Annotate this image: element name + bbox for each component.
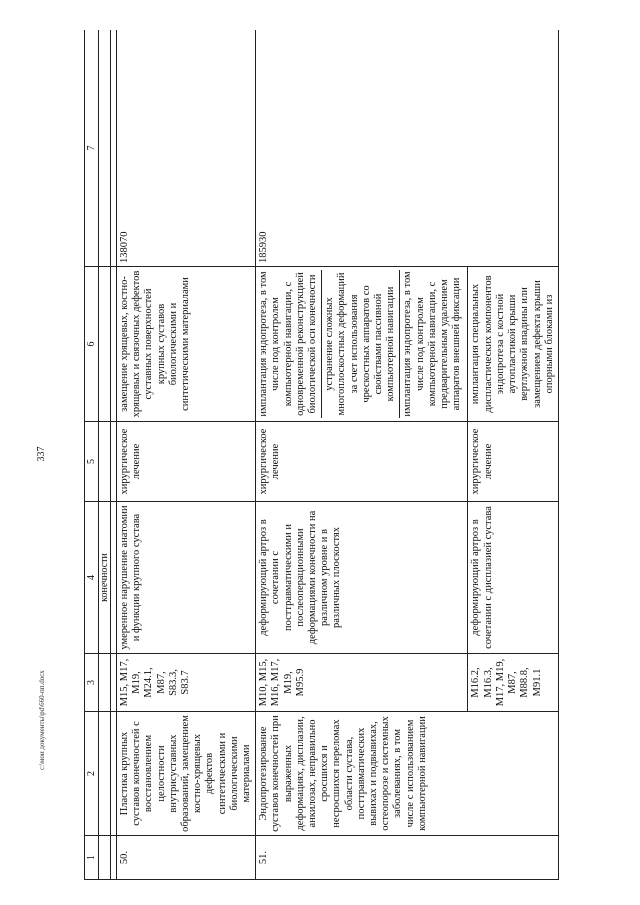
page-number: 337 [36,446,47,462]
diagnosis-codes: M15, M17, M19, M24.1, M87, S83.3, S83.7 [117,654,256,712]
procedures-table [84,30,559,880]
table-row [256,30,468,880]
treatment-method: замещение хрящевых, костно-хрящевых и связочных дефектов суставных поверхностей крупных суставов биологическими и синтетическими материалами [117,267,256,422]
column-number: 5 [85,422,99,502]
treatment-method: имплантация специальных диспластических компонентов эндопротеза с костной аутопластикой крыши вертлужной впадины или замещением дефекта крыши опорными блоками из [468,267,558,422]
column-number: 1 [85,836,99,880]
band-cell [99,30,111,267]
treatment-method: имплантация эндопротеза, в том числе под контролем компьютерной навигации, с одновременной реконструкцией биологической оси конечности [258,270,322,418]
treatment-method: имплантация эндопротеза, в том числе под контролем компьютерной навигации, с предварительным удалением аппаратов внешней фиксации [402,271,463,417]
band-cell [99,654,111,712]
footer-file-path: c:\мои документы\pd\660-пп.docx [38,670,46,770]
diagnosis-codes: M10, M15, M16, M17, M19, M95.9 [256,654,468,712]
diagnosis-codes: M16.2, M16.3, M17, M19, M87, M88.8, M91.1 [468,654,558,712]
column-number: 4 [85,502,99,654]
price-cell: 138070 [117,30,256,267]
patient-model: деформирующий артроз в сочетании с посттравматическими и послеоперационными деформациями конечности на различном уровне и в различных плоскостях [256,502,468,654]
row-number: 51. [256,836,559,880]
column-number: 3 [85,654,99,712]
table-row [117,30,256,880]
row-number: 50. [117,836,256,880]
treatment-methods [256,267,468,422]
treatment-type: хирургическое лечение [256,422,468,502]
band-cell [99,712,111,836]
band-cell [99,422,111,502]
patient-model: деформирующий артроз в сочетании с дисплазией сустава [468,502,558,654]
column-number: 7 [85,30,99,267]
section-band-label: конечности [99,502,111,654]
treatment-method: устранение сложных многоплоскостных деформаций за счет использования чрескостных аппаратов со свойствами пассивной компьютерной навигации [324,270,400,418]
patient-model: умеренное нарушение анатомии и функции крупного сустава [117,502,256,654]
column-number-row [85,30,99,880]
column-number: 2 [85,712,99,836]
procedure-name: Эндопротезирование суставов конечностей при выраженных деформациях, дисплазии, анкилозах, неправильно сросшихся и несросшихся переломах области сустава, посттравматических вывихах и подвывихах, остеопорозе и системных заболеваниях, в том числе с использованием компьютерной навигации [256,712,559,836]
table-container [84,30,614,880]
price-cell: 185930 [256,30,559,267]
band-cell [99,267,111,422]
treatment-type: хирургическое лечение [117,422,256,502]
rotated-table-wrapper [84,30,614,880]
column-number: 6 [85,267,99,422]
band-cell [99,836,111,880]
section-band-row [99,30,111,880]
treatment-type: хирургическое лечение [468,422,558,502]
procedure-name: Пластика крупных суставов конечностей с восстановлением целостности внутрисуставных образований, замещением костно-хрящевых дефектов синтетическими и биологическими материалами [117,712,256,836]
